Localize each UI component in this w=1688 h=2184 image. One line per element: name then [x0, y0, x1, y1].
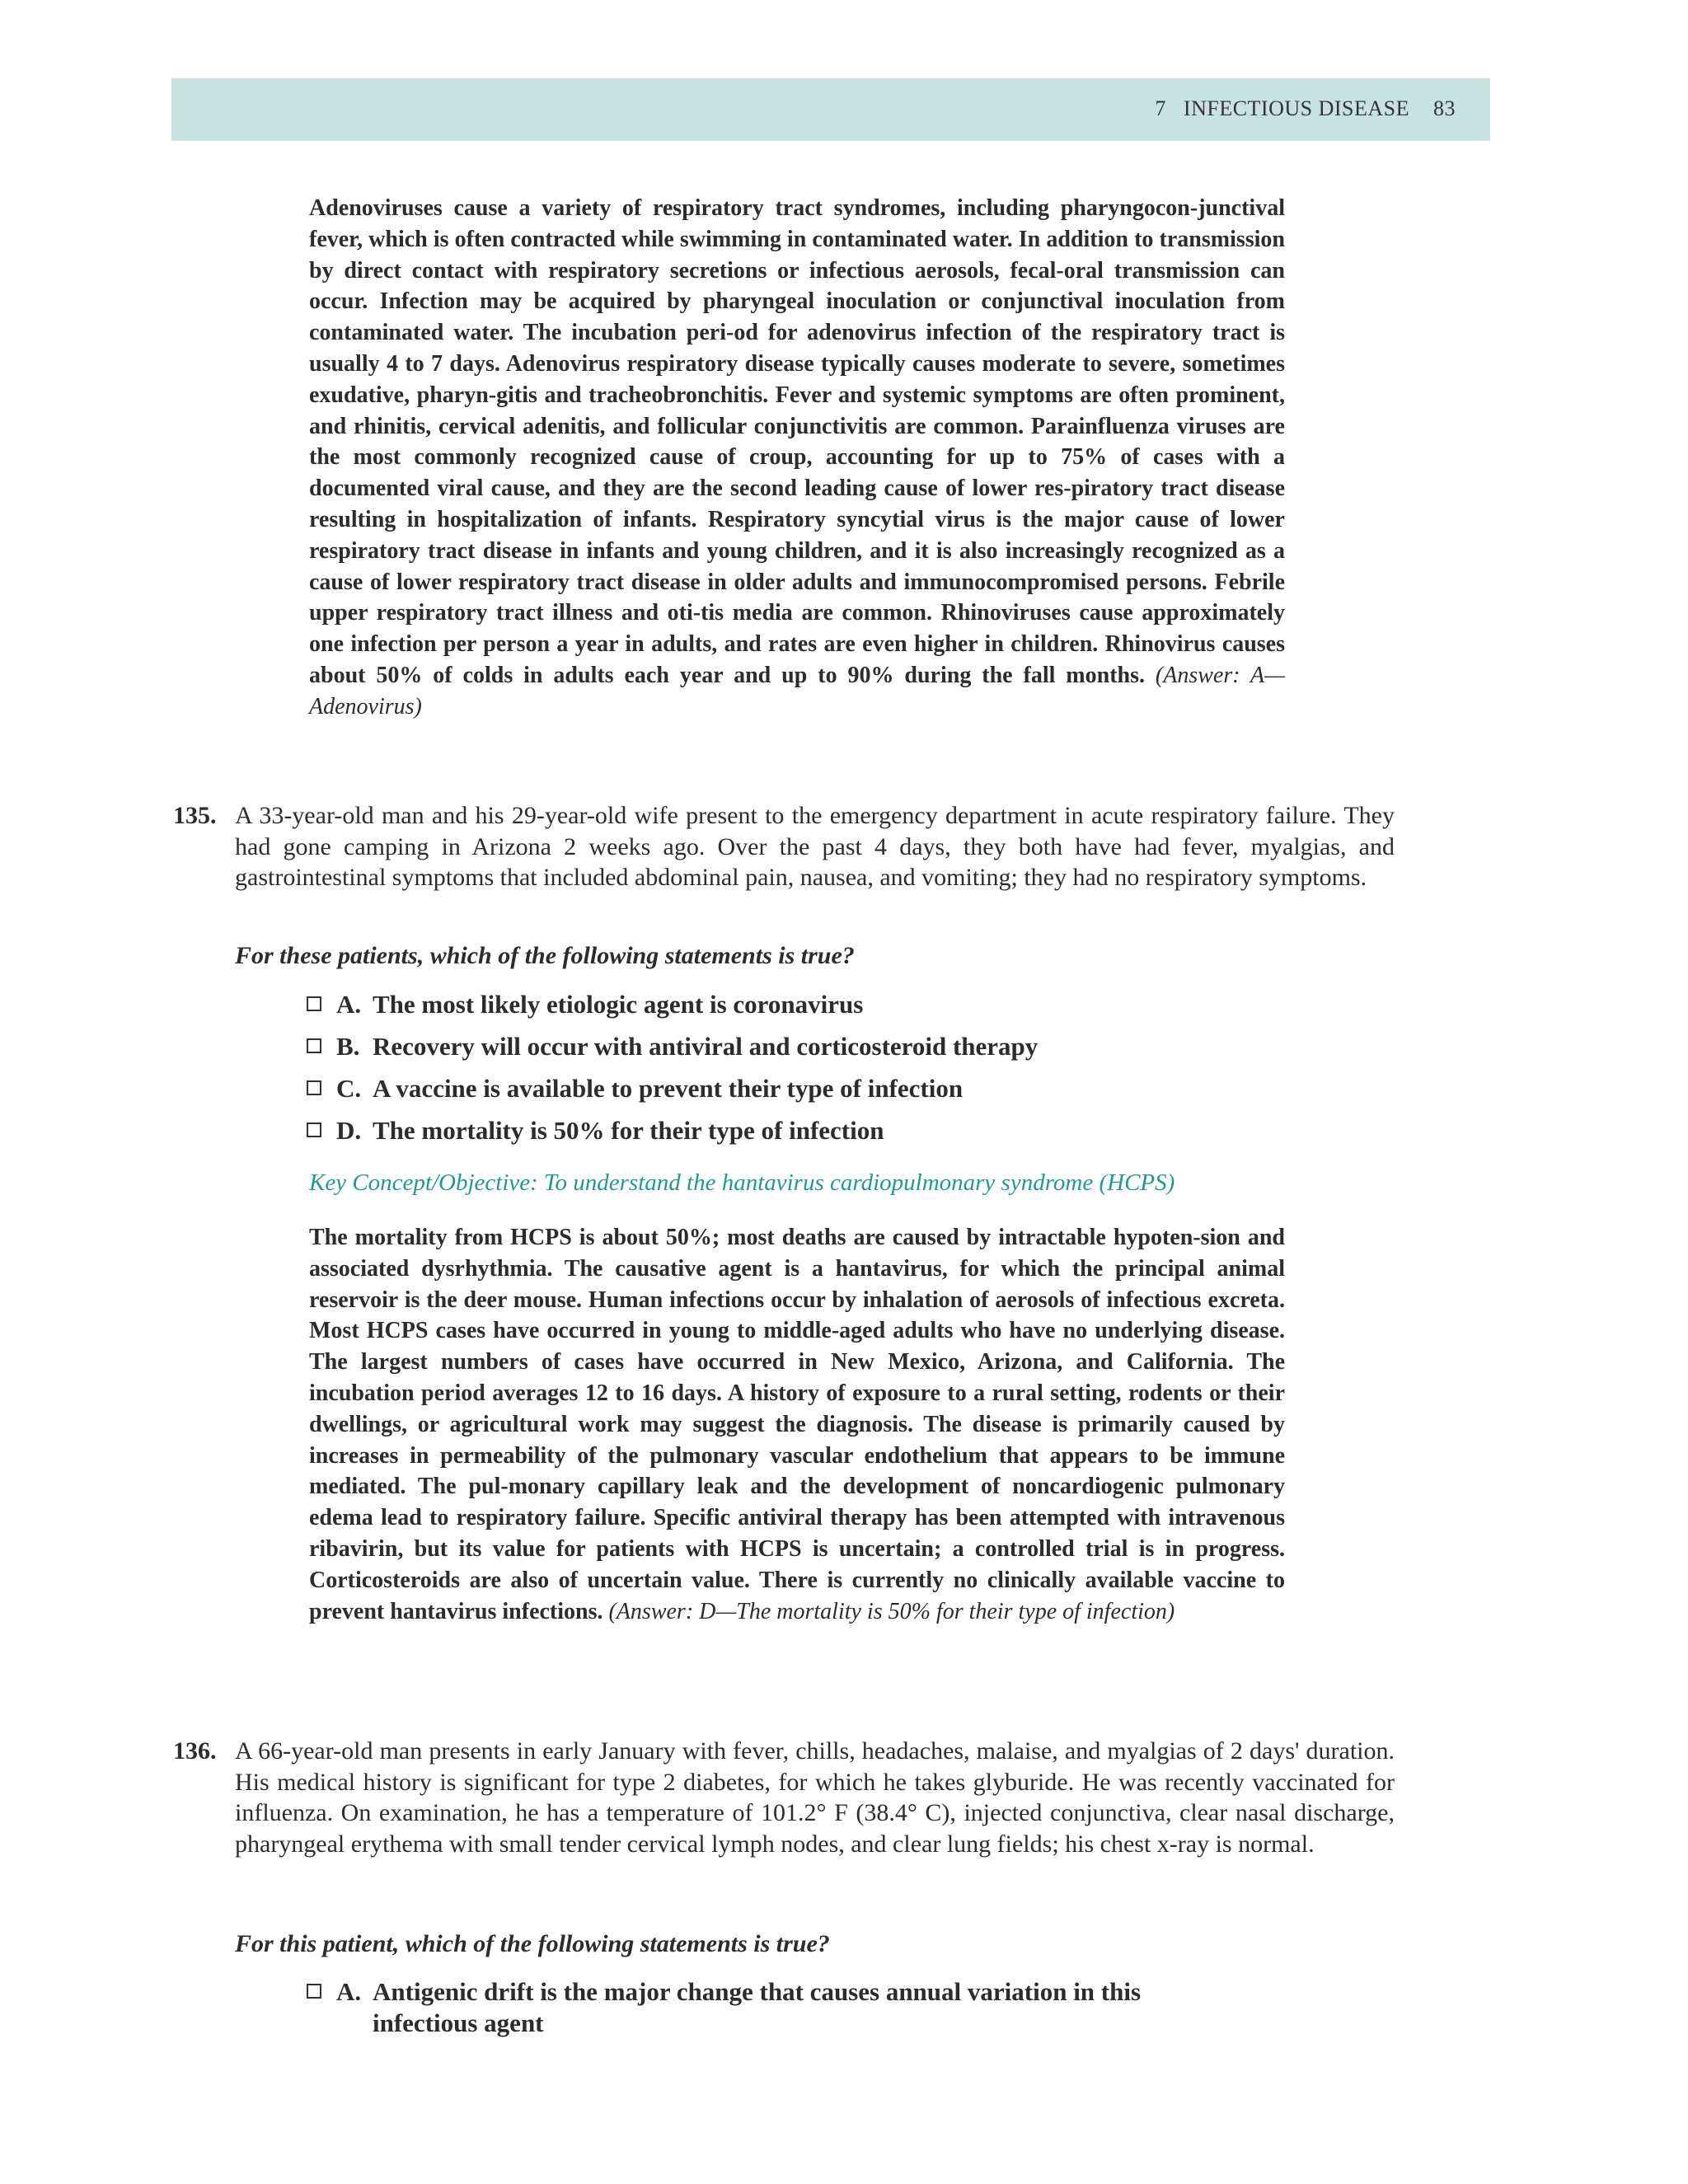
option-text: The mortality is 50% for their type of infection: [373, 1116, 884, 1145]
chapter-title: INFECTIOUS DISEASE: [1183, 96, 1409, 120]
answer-option-a[interactable]: [307, 989, 1279, 1020]
question-stem: A 33-year-old man and his 29-year-old wife present to the emergency department in acute respiratory failure. They had gone camping in Arizona 2 weeks ago. Over the past 4 days, they both have had fever, myalgias, and gastrointestinal symptoms that included abdominal pain, nausea, and vomiting; they had no respiratory symptoms.: [235, 802, 1395, 891]
option-letter: B.: [336, 1032, 360, 1061]
answer-option-a[interactable]: [307, 1976, 1213, 2039]
checkbox-icon[interactable]: [307, 1984, 321, 1999]
question-number: 135.: [173, 802, 217, 829]
checkbox-icon[interactable]: [307, 996, 321, 1011]
question-prompt: For this patient, which of the following statements is true?: [235, 1930, 830, 1957]
prev-answer: (Answer: A—Adenovirus): [309, 662, 1285, 719]
answer-option-d[interactable]: [307, 1115, 1279, 1146]
option-letter: A.: [336, 990, 362, 1019]
option-letter: A.: [336, 1977, 362, 2006]
chapter-number: 7: [1155, 96, 1166, 120]
question-prompt: For these patients, which of the following statements is true?: [235, 942, 855, 969]
question-135: [173, 800, 1395, 893]
question-136: [173, 1736, 1395, 1859]
page-number: 83: [1433, 96, 1456, 120]
option-text: Antigenic drift is the major change that causes annual variation in this infectious agent: [373, 1977, 1142, 2037]
question-number: 136.: [173, 1737, 217, 1765]
option-text: The most likely etiologic agent is coronavirus: [373, 990, 864, 1019]
prev-explanation-text: Adenoviruses cause a variety of respiratory tract syndromes, including pharyngocon-junctival fever, which is often contracted while swimming in contaminated water. In addition to transmission by direct contact with respiratory secretions or infectious aerosols, fecal-oral transmission can occur. Infection may be acquired by pharyngeal inoculation or conjunctival inoculation from contaminated water. The incubation peri-od for adenovirus infection of the respiratory tract is usually 4 to 7 days. Adenovirus respiratory disease typically causes moderate to severe, sometimes exudative, pharyn-gitis and tracheobronchitis. Fever and systemic symptoms are often prominent, and rhinitis, cervical adenitis, and follicular conjunctivitis are common. Parainfluenza viruses are the most commonly recognized cause of croup, accounting for up to 75% of cases with a documented viral cause, and they are the second leading cause of lower res-piratory tract disease resulting in hospitalization of infants. Respiratory syncytial virus is the major cause of lower respiratory tract disease in infants and young children, and it is also increasingly recognized as a cause of lower respiratory tract disease in older adults and immunocompromised persons. Febrile upper respiratory tract illness and oti-tis media are common. Rhinoviruses cause approximately one infection per person a year in adults, and rates are even higher in children. Rhinovirus causes about 50% of colds in adults each year and up to 90% during the fall months.: [309, 195, 1285, 688]
checkbox-icon[interactable]: [307, 1038, 321, 1053]
option-text: Recovery will occur with antiviral and corticosteroid therapy: [373, 1032, 1039, 1061]
answer-options: [307, 1976, 1213, 2050]
option-letter: C.: [336, 1074, 362, 1103]
key-concept: Key Concept/Objective: To understand the hantavirus cardiopulmonary syndrome (HCPS): [309, 1169, 1175, 1196]
explanation-text: The mortality from HCPS is about 50%; most deaths are caused by intractable hypoten-sion and associated dysrhythmia. The causative agent is a hantavirus, for which the principal animal reservoir is the deer mouse. Human infections occur by inhalation of aerosols of infectious excreta. Most HCPS cases have occurred in young to middle-aged adults who have no underlying disease. The largest numbers of cases have occurred in New Mexico, Arizona, and California. The incubation period averages 12 to 16 days. A history of exposure to a rural setting, rodents or their dwellings, or agricultural work may suggest the diagnosis. The disease is primarily caused by increases in permeability of the pulmonary vascular endothelium that appears to be immune mediated. The pul-monary capillary leak and the development of noncardiogenic pulmonary edema lead to respiratory failure. Specific antiviral therapy has been attempted with intravenous ribavirin, but its value for patients with HCPS is uncertain; a controlled trial is in progress. Corticosteroids are also of uncertain value. There is currently no clinically available vaccine to prevent hantavirus infections.: [309, 1225, 1285, 1624]
answer-key: (Answer: D—The mortality is 50% for their type of infection): [608, 1598, 1175, 1624]
checkbox-icon[interactable]: [307, 1122, 321, 1137]
running-head-text: [1155, 96, 1456, 121]
answer-option-b[interactable]: [307, 1031, 1279, 1062]
option-letter: D.: [336, 1116, 362, 1145]
checkbox-icon[interactable]: [307, 1080, 321, 1095]
option-text: A vaccine is available to prevent their type of infection: [373, 1074, 964, 1103]
answer-options: [307, 989, 1279, 1157]
q135-explanation: [309, 1222, 1285, 1627]
answer-option-c[interactable]: [307, 1073, 1279, 1104]
prev-explanation: [309, 193, 1285, 723]
question-stem: A 66-year-old man presents in early January with fever, chills, headaches, malaise, and myalgias of 2 days' duration. His medical history is significant for type 2 diabetes, for which he takes glyburide. He was recently vaccinated for influenza. On examination, he has a temperature of 101.2° F (38.4° C), injected conjunctiva, clear nasal discharge, pharyngeal erythema with small tender cervical lymph nodes, and clear lung fields; his chest x-ray is normal.: [235, 1737, 1395, 1858]
running-header: [171, 78, 1490, 141]
